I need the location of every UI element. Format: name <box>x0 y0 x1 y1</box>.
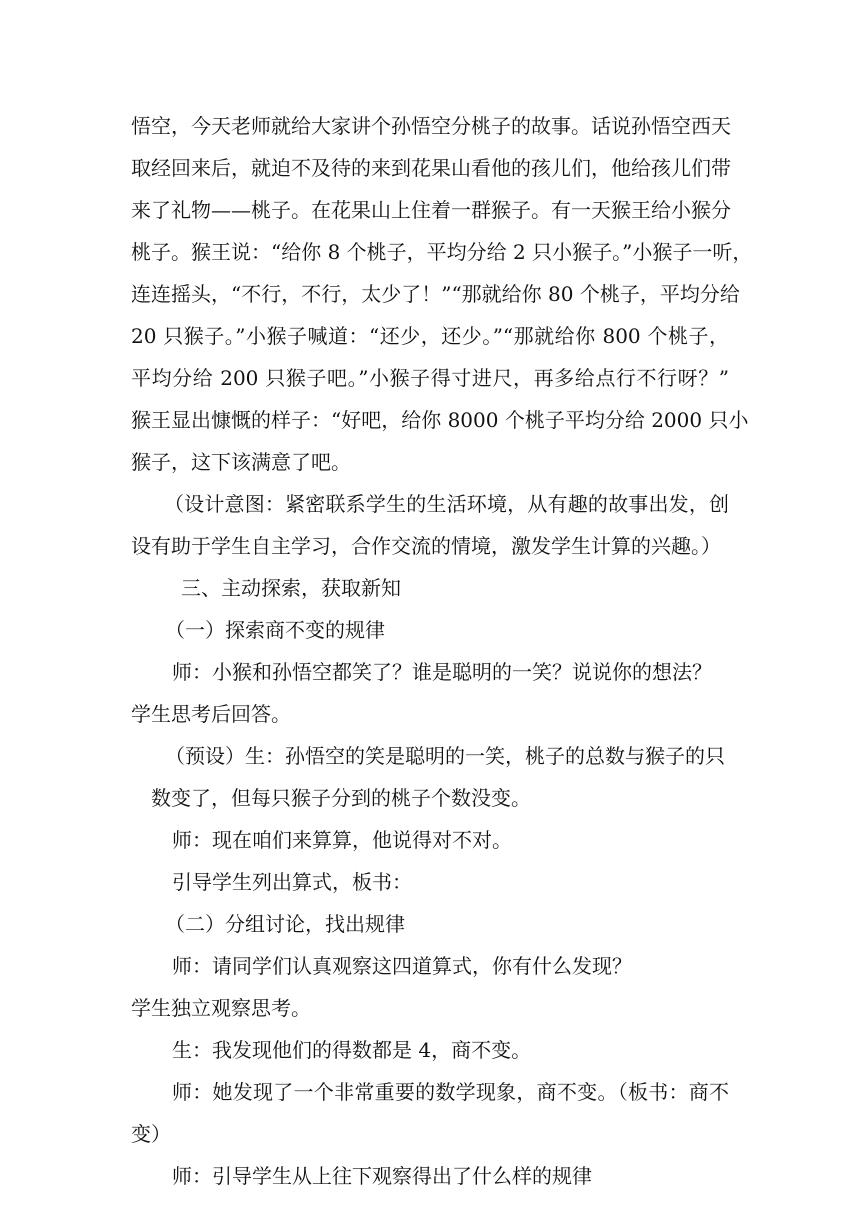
teacher-line: 师：她发现了一个非常重要的数学现象，商不变。（板书：商不 <box>172 1080 729 1104</box>
subsection-heading: （一）探索商不变的规律 <box>165 618 385 642</box>
paragraph-line: 猴子，这下该满意了吧。 <box>131 450 351 474</box>
paragraph-line: 连连摇头，“不行，不行，太少了！”“那就给你 80 个桃子，平均分给 <box>131 282 740 306</box>
section-heading: 三、主动探索，获取新知 <box>181 576 401 600</box>
teacher-line: 师：引导学生从上往下观察得出了什么样的规律 <box>172 1164 592 1188</box>
design-intent-line: 设有助于学生自主学习，合作交流的情境，激发学生计算的兴趣。） <box>131 534 721 558</box>
paragraph-line: 学生思考后回答。 <box>131 702 291 726</box>
teacher-line: 师：请同学们认真观察这四道算式，你有什么发现？ <box>172 954 632 978</box>
student-line: 生：我发现他们的得数都是 4，商不变。 <box>172 1038 532 1062</box>
paragraph-line: 来了礼物——桃子。在花果山上住着一群猴子。有一天猴王给小猴分 <box>131 198 731 222</box>
paragraph-line: 平均分给 200 只猴子吧。”小猴子得寸进尺，再多给点行不行呀？” <box>131 366 729 390</box>
paragraph-line: 变） <box>131 1122 171 1146</box>
paragraph-line: 猴王显出慷慨的样子：“好吧，给你 8000 个桃子平均分给 2000 只小 <box>131 408 749 432</box>
student-line: 数变了，但每只猴子分到的桃子个数没变。 <box>151 786 531 810</box>
paragraph-line: 取经回来后，就迫不及待的来到花果山看他的孩儿们，他给孩儿们带 <box>131 156 731 180</box>
teacher-line: 师：小猴和孙悟空都笑了？谁是聪明的一笑？说说你的想法？ <box>172 660 712 684</box>
paragraph-line: 20 只猴子。”小猴子喊道：“还少，还少。”“那就给你 800 个桃子， <box>131 324 729 348</box>
teacher-line: 师：现在咱们来算算，他说得对不对。 <box>172 828 512 852</box>
paragraph-line: 引导学生列出算式，板书： <box>172 870 412 894</box>
design-intent-line: （设计意图：紧密联系学生的生活环境，从有趣的故事出发，创 <box>164 492 729 516</box>
student-line: （预设）生：孙悟空的笑是聪明的一笑，桃子的总数与猴子的只 <box>165 744 725 768</box>
paragraph-line: 悟空，今天老师就给大家讲个孙悟空分桃子的故事。话说孙悟空西天 <box>131 114 731 138</box>
paragraph-line: 桃子。猴王说：“给你 8 个桃子，平均分给 2 只小猴子。”小猴子一听， <box>131 240 753 264</box>
subsection-heading: （二）分组讨论，找出规律 <box>165 912 405 936</box>
paragraph-line: 学生独立观察思考。 <box>131 996 311 1020</box>
